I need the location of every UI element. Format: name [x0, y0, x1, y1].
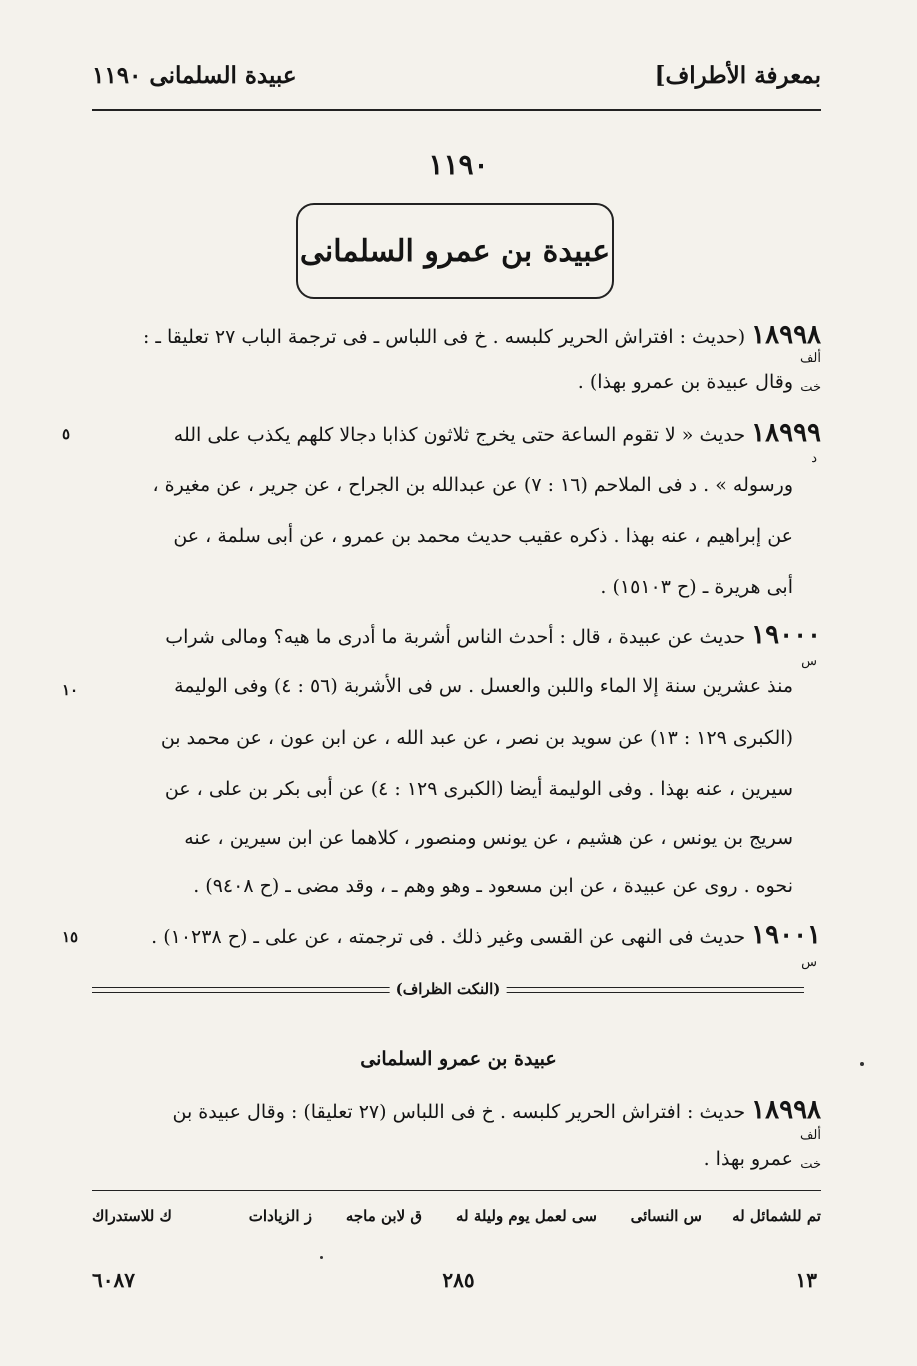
hadith-18999-line-3: عن إبراهيم ، عنه بهذا . ذكره عقيب حديث محمد بن عمرو ، عن أبى سلمة ، عن [173, 525, 793, 547]
margin-line-number: ١٥ [62, 928, 79, 946]
nukat-line-1 [172, 1097, 821, 1123]
entry-name: عبيدة بن عمرو السلمانى [299, 233, 611, 269]
footer-rule [92, 1190, 821, 1191]
hadith-number: ١٩٠٠٠ [751, 620, 821, 650]
hadith-19000-line-6: نحوه . روى عن عبيدة ، عن ابن مسعود ـ وهو وهم ـ ، وقد مضى ـ (ح ٩٤٠٨) . [193, 875, 793, 897]
stray-dot [320, 1256, 323, 1259]
hadith-text: حديث فى النهى عن القسى وغير ذلك . فى ترجمته ، عن على ـ (ح ١٠٢٣٨) . [151, 926, 746, 948]
sigla-khat: خت [800, 380, 821, 395]
sigla-sin: س [801, 654, 817, 669]
hadith-text: حديث عن عبيدة ، قال : أحدث الناس أشربة ما أدرى ما هيه؟ ومالى شراب [165, 626, 746, 648]
sigla-alif: ألف [799, 1128, 821, 1143]
hadith-text: حديث « لا تقوم الساعة حتى يخرج ثلاثون كذابا دجالا كلهم يكذب على الله [173, 424, 746, 446]
section-divider [92, 980, 804, 1000]
divider-label: (النكت الظراف) [390, 980, 507, 998]
legend-item: سى لعمل يوم وليلة له [456, 1207, 597, 1225]
hadith-19001-line-1 [151, 922, 821, 948]
sigla-alif: ألف [799, 351, 821, 366]
stray-dot [860, 1062, 864, 1066]
sigla-dal: د [811, 451, 817, 466]
sigla-khat: خت [800, 1157, 821, 1172]
hadith-text: حديث : افتراش الحرير كلبسه . خ فى اللباس (٢٧ تعليقا) : وقال عبيدة بن [172, 1101, 746, 1123]
footer-volume-number: ١٣ [795, 1268, 817, 1292]
hadith-19000-line-5: سريج بن يونس ، عن هشيم ، عن يونس ومنصور ، كلاهما عن ابن سيرين ، عنه [184, 827, 793, 849]
legend-item: تم للشمائل له [732, 1207, 821, 1225]
hadith-18998-line-1 [143, 322, 821, 348]
margin-line-number: ٥ [62, 425, 71, 443]
page-number: ٢٨٥ [442, 1268, 475, 1292]
hadith-19000-line-1 [165, 622, 821, 648]
legend-item: ز الزيادات [248, 1207, 312, 1225]
hadith-number: ١٩٠٠١ [751, 920, 821, 950]
hadith-18998-line-2: وقال عبيدة بن عمرو بهذا) . [577, 371, 793, 393]
running-head-left: عبيدة السلمانى ١١٩٠ [92, 62, 297, 89]
section-heading: عبيدة بن عمرو السلمانى [360, 1048, 557, 1070]
hadith-18999-line-4: أبى هريرة ـ (ح ١٥١٠٣) . [600, 576, 793, 598]
hadith-19000-line-3: (الكبرى ١٢٩ : ١٣) عن سويد بن نصر ، عن عبد الله ، عن ابن عون ، عن محمد بن [160, 727, 793, 749]
running-head-right: بمعرفة الأطراف] [654, 62, 821, 89]
sigla-sin: س [801, 955, 817, 970]
nukat-line-2: عمرو بهذا . [703, 1148, 793, 1170]
header-rule [92, 109, 821, 111]
hadith-19000-line-4: سيرين ، عنه بهذا . وفى الوليمة أيضا (الكبرى ١٢٩ : ٤) عن أبى بكر بن على ، عن [164, 778, 793, 800]
hadith-number: ١٨٩٩٨ [751, 320, 821, 350]
hadith-18999-line-2: ورسوله » . د فى الملاحم (١٦ : ٧) عن عبدالله بن الجراح ، عن جرير ، عن مغيرة ، [152, 474, 793, 496]
legend-item: ق لابن ماجه [345, 1207, 422, 1225]
hadith-19000-line-2: منذ عشرين سنة إلا الماء واللبن والعسل . س فى الأشربة (٥٦ : ٤) وفى الوليمة [174, 675, 793, 697]
hadith-number: ١٨٩٩٨ [751, 1095, 821, 1125]
hadith-18999-line-1 [174, 420, 821, 446]
entry-name-box [296, 203, 614, 299]
margin-line-number: ١٠ [62, 681, 79, 699]
entry-number: ١١٩٠ [428, 148, 489, 181]
legend-item: س النسائى [630, 1207, 702, 1225]
footer-item-number: ٦٠٨٧ [92, 1268, 135, 1292]
hadith-number: ١٨٩٩٩ [751, 418, 821, 448]
legend-item: ك للاستدراك [92, 1207, 172, 1225]
hadith-text: (حديث : افتراش الحرير كلبسه . خ فى اللباس ـ فى ترجمة الباب ٢٧ تعليقا ـ : [142, 326, 746, 348]
